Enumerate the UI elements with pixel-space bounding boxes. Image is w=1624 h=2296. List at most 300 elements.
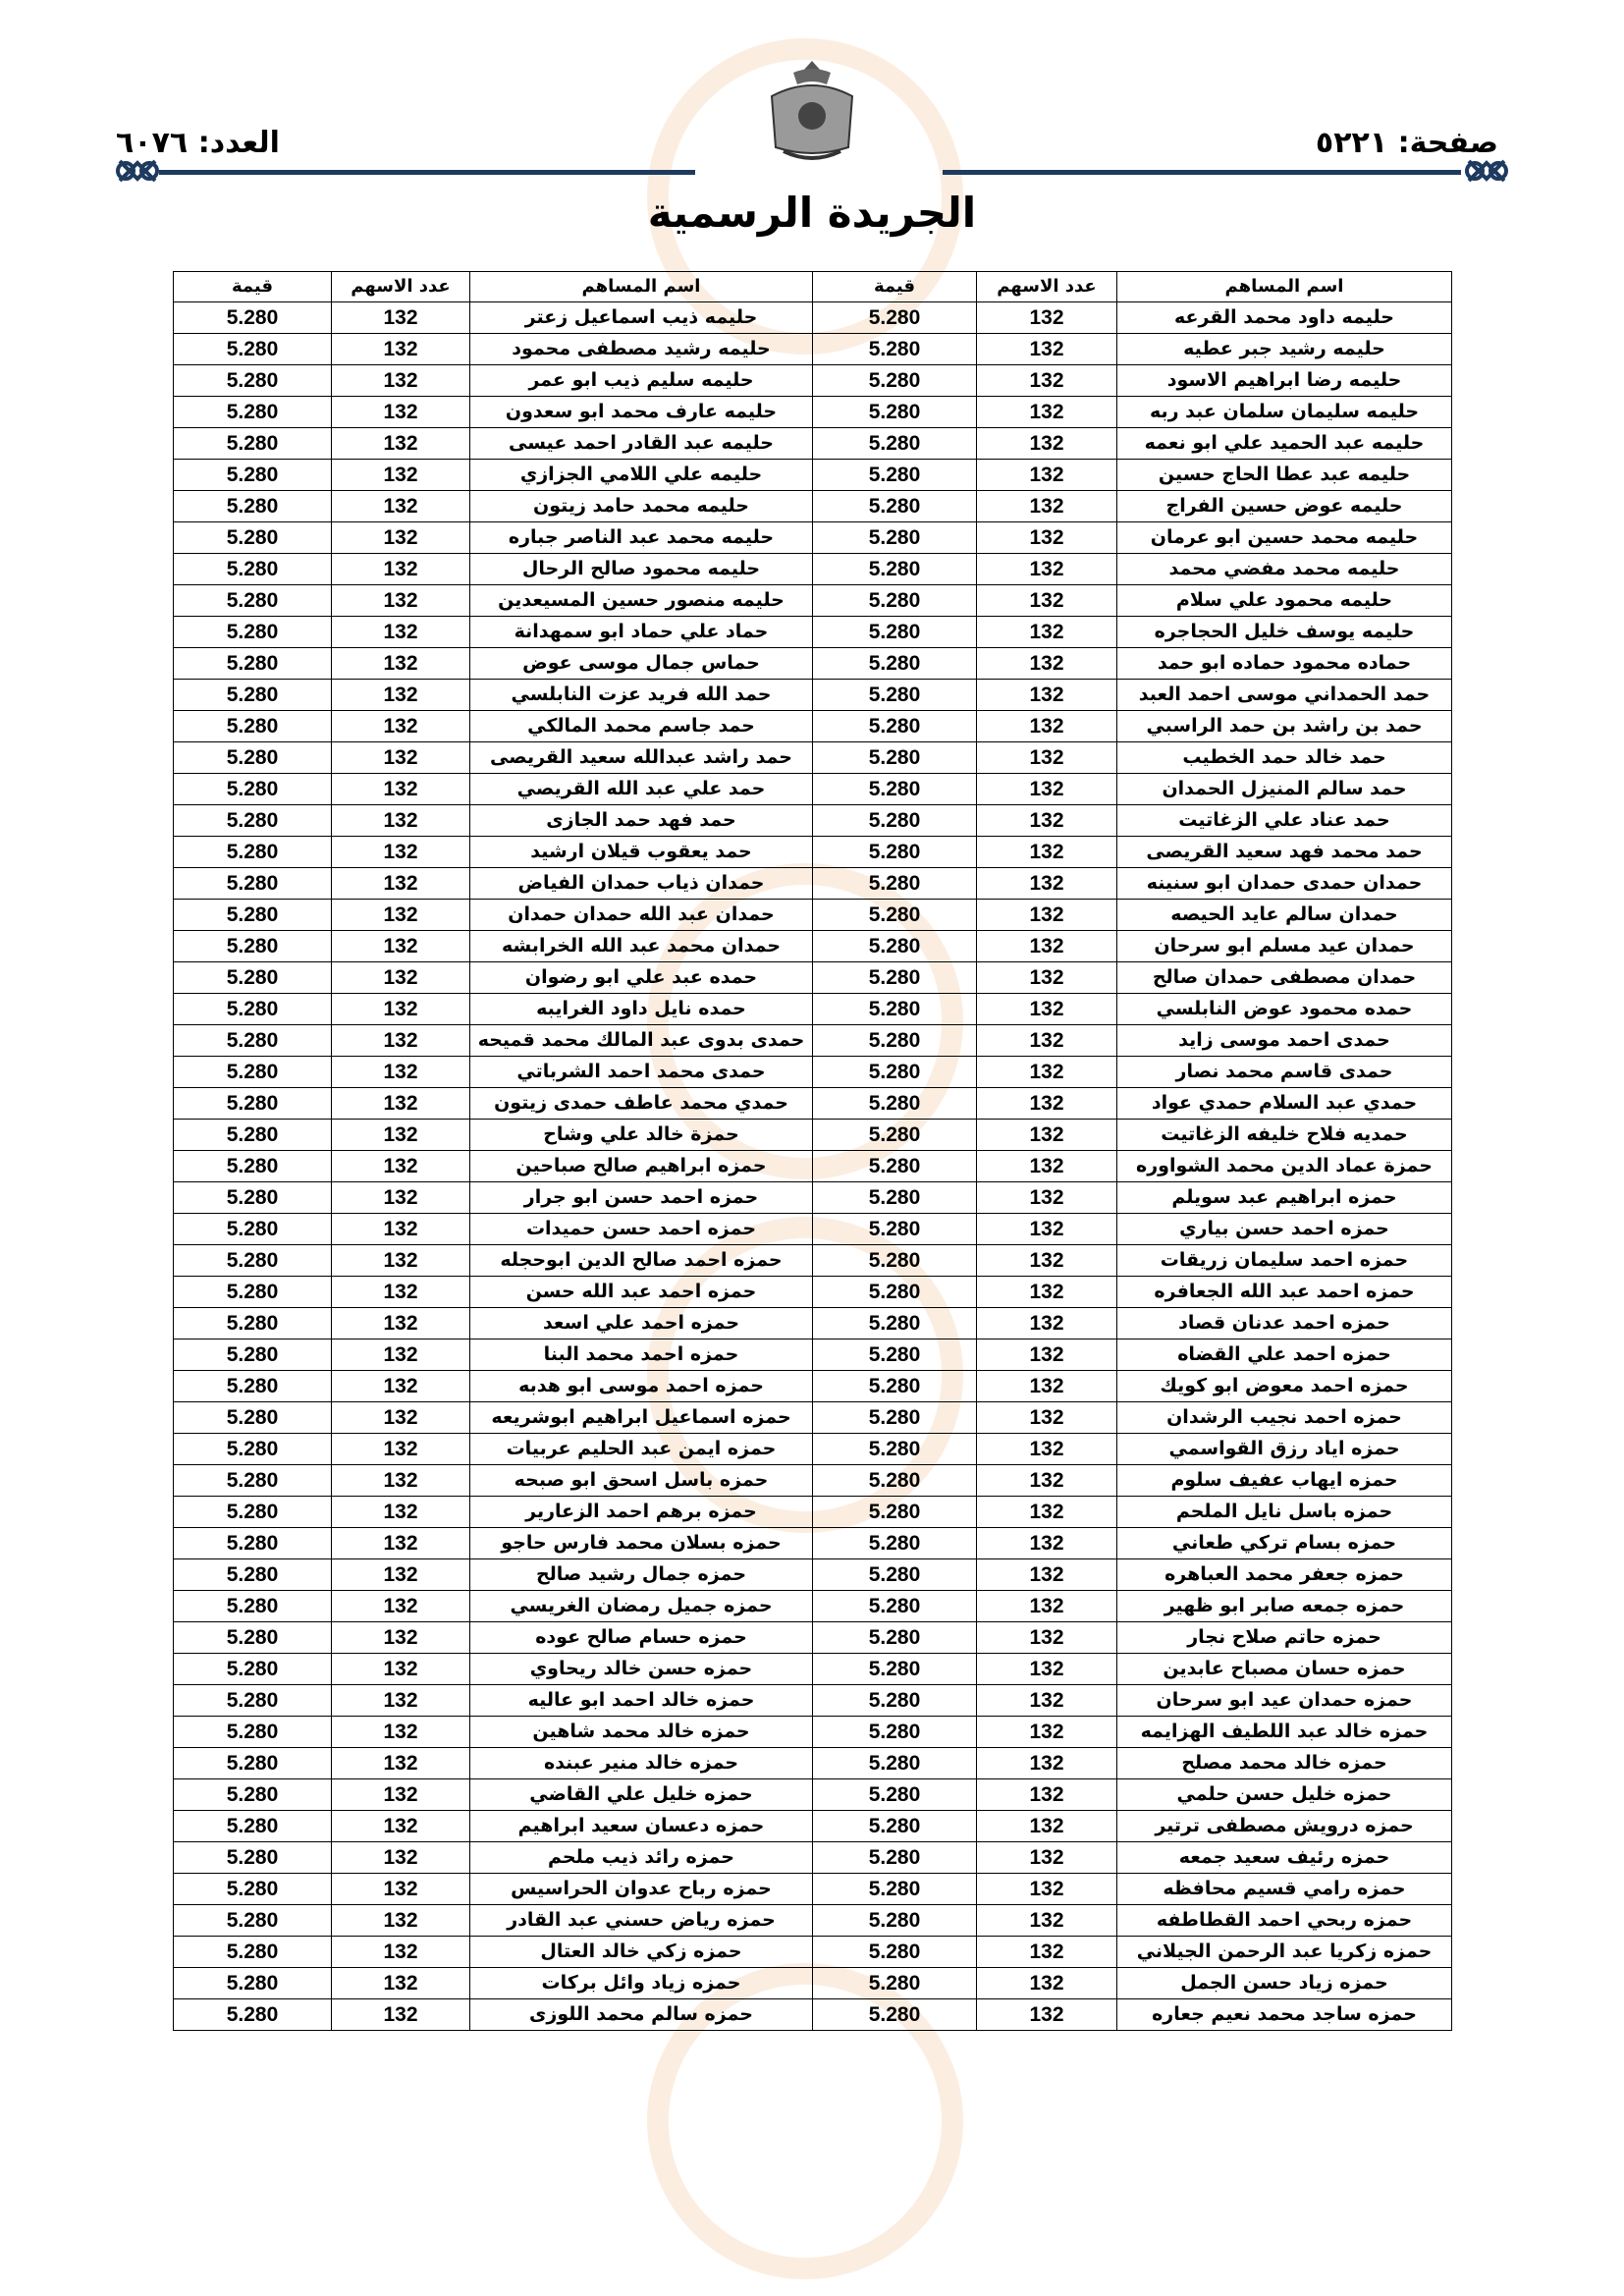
share-value: 5.280	[174, 680, 332, 711]
share-value: 5.280	[813, 1905, 977, 1937]
share-value: 5.280	[813, 1622, 977, 1654]
share-count: 132	[977, 554, 1117, 585]
share-value: 5.280	[813, 491, 977, 522]
share-count: 132	[977, 1402, 1117, 1434]
share-count: 132	[977, 1434, 1117, 1465]
shareholder-name: حمده نايل داود الغرايبه	[470, 994, 813, 1025]
share-value: 5.280	[174, 585, 332, 617]
share-count: 132	[332, 1371, 470, 1402]
share-value: 5.280	[813, 397, 977, 428]
shareholder-name: حمزه رباح عدوان الحراسيس	[470, 1874, 813, 1905]
share-value: 5.280	[174, 805, 332, 837]
shareholder-name: حليمه محمد مفضي محمد	[1117, 554, 1452, 585]
share-count: 132	[332, 460, 470, 491]
shareholder-name: حمزه احمد صالح الدين ابوحجله	[470, 1245, 813, 1277]
shareholder-name: حمزه احمد حسن بياري	[1117, 1214, 1452, 1245]
share-count: 132	[332, 742, 470, 774]
shareholder-name: حمزه بسلان محمد فارس حاجو	[470, 1528, 813, 1559]
share-count: 132	[977, 302, 1117, 334]
share-value: 5.280	[174, 1968, 332, 1999]
share-value: 5.280	[174, 1402, 332, 1434]
share-count: 132	[332, 1025, 470, 1057]
shareholders-table	[173, 271, 1452, 2031]
share-value: 5.280	[174, 617, 332, 648]
shareholder-name: حمزه احمد عدنان قصاد	[1117, 1308, 1452, 1339]
share-count: 132	[977, 931, 1117, 962]
share-count: 132	[977, 1685, 1117, 1717]
table-row	[174, 1182, 1452, 1214]
shareholder-name: حمد محمد فهد سعيد القريصى	[1117, 837, 1452, 868]
table-row	[174, 1717, 1452, 1748]
shareholder-name: حمدي عبد السلام حمدي عواد	[1117, 1088, 1452, 1120]
shareholder-name: حمزه ساجد محمد نعيم جعاره	[1117, 1999, 1452, 2031]
share-count: 132	[332, 1905, 470, 1937]
share-count: 132	[332, 1622, 470, 1654]
shareholder-name: حليمه منصور حسين المسيعدين	[470, 585, 813, 617]
share-value: 5.280	[813, 1465, 977, 1497]
share-count: 132	[332, 774, 470, 805]
shareholder-name: حمزه زياد وائل بركات	[470, 1968, 813, 1999]
shareholder-name: حمد الحمداني موسى احمد العبد	[1117, 680, 1452, 711]
share-count: 132	[332, 1968, 470, 1999]
share-value: 5.280	[813, 1308, 977, 1339]
share-count: 132	[332, 1308, 470, 1339]
shareholder-name: حليمه يوسف خليل الحجاجره	[1117, 617, 1452, 648]
share-count: 132	[977, 1717, 1117, 1748]
share-value: 5.280	[813, 1245, 977, 1277]
share-value: 5.280	[174, 1277, 332, 1308]
shareholder-name: حمزه جعفر محمد العباهره	[1117, 1559, 1452, 1591]
share-count: 132	[977, 1811, 1117, 1842]
share-value: 5.280	[174, 1088, 332, 1120]
share-count: 132	[332, 868, 470, 900]
shareholder-name: حمد سالم المنيزل الحمدان	[1117, 774, 1452, 805]
shareholder-name: حماس جمال موسى عوض	[470, 648, 813, 680]
shareholder-name: حمزه حسام صالح عوده	[470, 1622, 813, 1654]
table-row	[174, 931, 1452, 962]
share-value: 5.280	[174, 1528, 332, 1559]
share-count: 132	[332, 1654, 470, 1685]
shareholder-name: حمزه زياد حسن الجمل	[1117, 1968, 1452, 1999]
shareholder-name: حمزه اياد رزق القواسمي	[1117, 1434, 1452, 1465]
share-count: 132	[977, 1151, 1117, 1182]
table-row	[174, 962, 1452, 994]
shareholder-name: حمزه رياض حسني عبد القادر	[470, 1905, 813, 1937]
table-row	[174, 1057, 1452, 1088]
share-count: 132	[977, 1968, 1117, 1999]
share-value: 5.280	[813, 1717, 977, 1748]
shareholder-name: حمد راشد عبدالله سعيد القريصى	[470, 742, 813, 774]
share-value: 5.280	[174, 302, 332, 334]
share-count: 132	[977, 1779, 1117, 1811]
table-row	[174, 1025, 1452, 1057]
shareholder-name: حليمه محمد عبد الناصر جباره	[470, 522, 813, 554]
shareholder-name: حمزه خالد منير عبنده	[470, 1748, 813, 1779]
shareholder-name: حليمه عارف محمد ابو سعدون	[470, 397, 813, 428]
share-count: 132	[332, 1528, 470, 1559]
shareholder-name: حمد فهد حمد الجازى	[470, 805, 813, 837]
shareholder-name: حمزه حسان مصباح عابدين	[1117, 1654, 1452, 1685]
shareholder-name: حماده محمود حماده ابو حمد	[1117, 648, 1452, 680]
table-row	[174, 1937, 1452, 1968]
share-value: 5.280	[813, 742, 977, 774]
share-count: 132	[977, 1465, 1117, 1497]
share-count: 132	[977, 774, 1117, 805]
share-value: 5.280	[174, 428, 332, 460]
share-value: 5.280	[813, 648, 977, 680]
share-count: 132	[332, 1088, 470, 1120]
share-value: 5.280	[813, 1182, 977, 1214]
share-value: 5.280	[813, 711, 977, 742]
share-value: 5.280	[813, 1874, 977, 1905]
table-row	[174, 617, 1452, 648]
table-row	[174, 1308, 1452, 1339]
share-count: 132	[332, 522, 470, 554]
share-count: 132	[977, 1937, 1117, 1968]
share-value: 5.280	[174, 1434, 332, 1465]
shareholder-name: حمزه برهم احمد الزعارير	[470, 1497, 813, 1528]
share-value: 5.280	[813, 1999, 977, 2031]
share-value: 5.280	[174, 900, 332, 931]
page-number: صفحة: ٥٢٢١	[1315, 126, 1498, 160]
shareholder-name: حمد علي عبد الله القريصي	[470, 774, 813, 805]
share-value: 5.280	[174, 1497, 332, 1528]
share-value: 5.280	[813, 428, 977, 460]
share-value: 5.280	[174, 1811, 332, 1842]
shareholder-name: حمديه فلاح خليفه الزغاتيت	[1117, 1120, 1452, 1151]
share-count: 132	[977, 1999, 1117, 2031]
table-header-row	[174, 272, 1452, 302]
share-value: 5.280	[813, 1214, 977, 1245]
share-count: 132	[332, 491, 470, 522]
share-count: 132	[332, 994, 470, 1025]
share-value: 5.280	[174, 1371, 332, 1402]
share-count: 132	[977, 1842, 1117, 1874]
issue-number: العدد: ٦٠٧٦	[116, 126, 280, 160]
table-row	[174, 1654, 1452, 1685]
share-value: 5.280	[813, 962, 977, 994]
share-count: 132	[332, 1874, 470, 1905]
share-value: 5.280	[813, 1025, 977, 1057]
table-row	[174, 1559, 1452, 1591]
share-value: 5.280	[174, 1465, 332, 1497]
share-value: 5.280	[174, 1874, 332, 1905]
shareholder-name: حمدان سالم عايد الحيصه	[1117, 900, 1452, 931]
share-count: 132	[332, 365, 470, 397]
shareholder-name: حمزة عماد الدين محمد الشواوره	[1117, 1151, 1452, 1182]
share-value: 5.280	[174, 1308, 332, 1339]
share-value: 5.280	[813, 774, 977, 805]
table-row	[174, 1151, 1452, 1182]
share-value: 5.280	[174, 1245, 332, 1277]
table-row	[174, 1748, 1452, 1779]
shareholder-name: حمزه جميل رمضان الغريسي	[470, 1591, 813, 1622]
shareholder-name: حليمه سليمان سلمان عبد ربه	[1117, 397, 1452, 428]
shareholder-name: حمزه احمد معوض ابو كويك	[1117, 1371, 1452, 1402]
share-value: 5.280	[174, 1654, 332, 1685]
share-count: 132	[332, 1497, 470, 1528]
share-count: 132	[332, 1214, 470, 1245]
table-row	[174, 1371, 1452, 1402]
share-value: 5.280	[813, 365, 977, 397]
share-value: 5.280	[174, 837, 332, 868]
share-count: 132	[977, 1025, 1117, 1057]
share-value: 5.280	[174, 931, 332, 962]
shareholder-name: حمزه خليل علي القاضي	[470, 1779, 813, 1811]
shareholder-name: حمزه ابراهيم عبد سويلم	[1117, 1182, 1452, 1214]
share-count: 132	[332, 1937, 470, 1968]
table-row	[174, 868, 1452, 900]
share-value: 5.280	[174, 962, 332, 994]
shareholder-name: حمزه ايهاب عفيف سلوم	[1117, 1465, 1452, 1497]
share-count: 132	[977, 1528, 1117, 1559]
share-value: 5.280	[813, 868, 977, 900]
shareholder-name: حمزه زكريا عبد الرحمن الجيلاني	[1117, 1937, 1452, 1968]
share-value: 5.280	[174, 1025, 332, 1057]
table-row	[174, 491, 1452, 522]
table-row	[174, 1465, 1452, 1497]
knot-ornament-left	[114, 147, 161, 194]
share-count: 132	[332, 1779, 470, 1811]
share-value: 5.280	[174, 1214, 332, 1245]
table-row	[174, 1497, 1452, 1528]
share-value: 5.280	[813, 302, 977, 334]
col-header-shares: عدد الاسهم	[977, 272, 1117, 302]
table-row	[174, 805, 1452, 837]
shareholder-name: حمزه احمد علي القضاه	[1117, 1339, 1452, 1371]
table-row	[174, 1622, 1452, 1654]
share-value: 5.280	[813, 1779, 977, 1811]
shareholder-name: حمزه احمد حسن ابو جرار	[470, 1182, 813, 1214]
shareholder-name: حمزه احمد موسى ابو هدبه	[470, 1371, 813, 1402]
share-value: 5.280	[813, 900, 977, 931]
shareholder-name: حليمه محمود علي سلام	[1117, 585, 1452, 617]
share-count: 132	[332, 1748, 470, 1779]
shareholder-name: حمزه خالد احمد ابو عاليه	[470, 1685, 813, 1717]
share-count: 132	[332, 617, 470, 648]
share-value: 5.280	[174, 868, 332, 900]
share-value: 5.280	[813, 1748, 977, 1779]
shareholder-name: حليمه رضا ابراهيم الاسود	[1117, 365, 1452, 397]
share-count: 132	[332, 428, 470, 460]
share-value: 5.280	[174, 1937, 332, 1968]
table-row	[174, 1685, 1452, 1717]
header-rule-right	[943, 170, 1461, 175]
table-row	[174, 1779, 1452, 1811]
shareholder-name: حمزه باسل نايل الملحم	[1117, 1497, 1452, 1528]
share-value: 5.280	[174, 1057, 332, 1088]
share-count: 132	[332, 1559, 470, 1591]
share-count: 132	[977, 1874, 1117, 1905]
shareholder-name: حمزه خالد محمد مصلح	[1117, 1748, 1452, 1779]
table-row	[174, 680, 1452, 711]
share-count: 132	[332, 1182, 470, 1214]
share-count: 132	[332, 1434, 470, 1465]
shareholder-name: حليمه رشيد مصطفى محمود	[470, 334, 813, 365]
shareholder-name: حمد بن راشد بن حمد الراسبي	[1117, 711, 1452, 742]
table-row	[174, 1968, 1452, 1999]
shareholder-name: حمزه رامي قسيم محافظه	[1117, 1874, 1452, 1905]
table-row	[174, 900, 1452, 931]
share-count: 132	[977, 428, 1117, 460]
shareholder-name: حمزه احمد محمد البنا	[470, 1339, 813, 1371]
share-count: 132	[977, 805, 1117, 837]
share-value: 5.280	[174, 397, 332, 428]
share-count: 132	[977, 1277, 1117, 1308]
shareholder-name: حمدى محمد احمد الشرباتي	[470, 1057, 813, 1088]
table-row	[174, 1999, 1452, 2031]
table-row	[174, 742, 1452, 774]
table-row	[174, 1842, 1452, 1874]
share-count: 132	[332, 554, 470, 585]
shareholder-name: حمدى قاسم محمد نصار	[1117, 1057, 1452, 1088]
share-count: 132	[977, 1371, 1117, 1402]
share-count: 132	[332, 1685, 470, 1717]
share-value: 5.280	[174, 1748, 332, 1779]
shareholder-name: حمزه جمال رشيد صالح	[470, 1559, 813, 1591]
table-row	[174, 554, 1452, 585]
share-count: 132	[977, 711, 1117, 742]
shareholder-name: حمدان حمدى حمدان ابو سنينه	[1117, 868, 1452, 900]
shareholder-name: حمزه باسل اسحق ابو صبحه	[470, 1465, 813, 1497]
shareholder-name: حمزه احمد سليمان زريقات	[1117, 1245, 1452, 1277]
shareholder-name: حليمه عبد عطا الحاج حسين	[1117, 460, 1452, 491]
table-row	[174, 1874, 1452, 1905]
shareholder-name: حمزه خالد عبد اللطيف الهزايمه	[1117, 1717, 1452, 1748]
shareholder-name: حمد عناد علي الزغاتيت	[1117, 805, 1452, 837]
share-count: 132	[332, 837, 470, 868]
shareholder-name: حمدان ذياب حمدان الفياض	[470, 868, 813, 900]
table-row	[174, 460, 1452, 491]
table-row	[174, 1214, 1452, 1245]
share-count: 132	[977, 1591, 1117, 1622]
share-value: 5.280	[174, 1779, 332, 1811]
share-value: 5.280	[813, 1559, 977, 1591]
share-value: 5.280	[813, 1339, 977, 1371]
share-value: 5.280	[174, 554, 332, 585]
shareholder-name: حليمه محمد حسين ابو عرمان	[1117, 522, 1452, 554]
table-row	[174, 1905, 1452, 1937]
share-count: 132	[977, 1214, 1117, 1245]
share-count: 132	[332, 1120, 470, 1151]
shareholder-name: حليمه داود محمد القرعه	[1117, 302, 1452, 334]
shareholder-name: حماد علي حماد ابو سمهدانة	[470, 617, 813, 648]
share-count: 132	[977, 994, 1117, 1025]
shareholder-name: حمزه ربحي احمد القطاطفه	[1117, 1905, 1452, 1937]
share-value: 5.280	[813, 1151, 977, 1182]
share-value: 5.280	[813, 805, 977, 837]
table-row	[174, 1402, 1452, 1434]
share-count: 132	[332, 900, 470, 931]
shareholder-name: حمد الله فريد عزت النابلسي	[470, 680, 813, 711]
share-value: 5.280	[174, 1622, 332, 1654]
table-row	[174, 302, 1452, 334]
share-count: 132	[977, 365, 1117, 397]
table-row	[174, 774, 1452, 805]
shareholder-name: حمدى احمد موسى زايد	[1117, 1025, 1452, 1057]
table-row	[174, 837, 1452, 868]
shareholder-name: حمزه ايمن عبد الحليم عربيات	[470, 1434, 813, 1465]
share-count: 132	[332, 648, 470, 680]
share-count: 132	[332, 334, 470, 365]
share-count: 132	[977, 1308, 1117, 1339]
shareholder-name: حليمه محمود صالح الرحال	[470, 554, 813, 585]
share-value: 5.280	[813, 1937, 977, 1968]
share-count: 132	[977, 585, 1117, 617]
share-value: 5.280	[813, 1685, 977, 1717]
table-row	[174, 365, 1452, 397]
share-value: 5.280	[174, 774, 332, 805]
shareholder-name: حمدى بدوى عبد المالك محمد قميحه	[470, 1025, 813, 1057]
shareholder-name: حمزه خليل حسن حلمي	[1117, 1779, 1452, 1811]
table-row	[174, 1434, 1452, 1465]
share-value: 5.280	[174, 1120, 332, 1151]
share-value: 5.280	[174, 994, 332, 1025]
share-value: 5.280	[174, 648, 332, 680]
table-row	[174, 1811, 1452, 1842]
share-value: 5.280	[813, 1968, 977, 1999]
share-count: 132	[977, 648, 1117, 680]
share-count: 132	[977, 1057, 1117, 1088]
share-count: 132	[977, 962, 1117, 994]
shareholder-name: حمزه اسماعيل ابراهيم ابوشريعه	[470, 1402, 813, 1434]
col-header-name: اسم المساهم	[1117, 272, 1452, 302]
shareholder-name: حمزه حاتم صلاح نجار	[1117, 1622, 1452, 1654]
share-count: 132	[332, 711, 470, 742]
shareholder-name: حليمه رشيد جبر عطيه	[1117, 334, 1452, 365]
share-value: 5.280	[174, 1151, 332, 1182]
share-value: 5.280	[813, 522, 977, 554]
share-count: 132	[977, 334, 1117, 365]
share-value: 5.280	[813, 1402, 977, 1434]
share-count: 132	[977, 1497, 1117, 1528]
table-row	[174, 1245, 1452, 1277]
shareholder-name: حمدان محمد عبد الله الخرابشه	[470, 931, 813, 962]
table-row	[174, 1591, 1452, 1622]
share-value: 5.280	[174, 1717, 332, 1748]
col-header-value: قيمة	[813, 272, 977, 302]
shareholder-name: حليمه عبد الحميد علي ابو نعمه	[1117, 428, 1452, 460]
share-value: 5.280	[813, 1434, 977, 1465]
shareholder-name: حمده محمود عوض النابلسي	[1117, 994, 1452, 1025]
shareholder-name: حليمه سليم ذيب ابو عمر	[470, 365, 813, 397]
shareholder-name: حمد يعقوب قيلان ارشيد	[470, 837, 813, 868]
share-count: 132	[332, 1339, 470, 1371]
share-count: 132	[977, 1559, 1117, 1591]
share-value: 5.280	[174, 1905, 332, 1937]
shareholder-name: حمزه دعسان سعيد ابراهيم	[470, 1811, 813, 1842]
share-count: 132	[332, 1717, 470, 1748]
table-row	[174, 994, 1452, 1025]
table-row	[174, 397, 1452, 428]
shareholder-name: حمدان عيد مسلم ابو سرحان	[1117, 931, 1452, 962]
share-value: 5.280	[174, 1685, 332, 1717]
share-count: 132	[977, 868, 1117, 900]
shareholder-name: حمزه زكي خالد العتال	[470, 1937, 813, 1968]
shareholder-name: حمزه حسن خالد ريحاوي	[470, 1654, 813, 1685]
share-value: 5.280	[174, 491, 332, 522]
share-count: 132	[332, 962, 470, 994]
col-header-value: قيمة	[174, 272, 332, 302]
share-count: 132	[977, 491, 1117, 522]
table-row	[174, 522, 1452, 554]
share-count: 132	[332, 1591, 470, 1622]
shareholder-name: حمد جاسم محمد المالكي	[470, 711, 813, 742]
table-row	[174, 334, 1452, 365]
col-header-shares: عدد الاسهم	[332, 272, 470, 302]
share-value: 5.280	[813, 334, 977, 365]
share-value: 5.280	[174, 742, 332, 774]
